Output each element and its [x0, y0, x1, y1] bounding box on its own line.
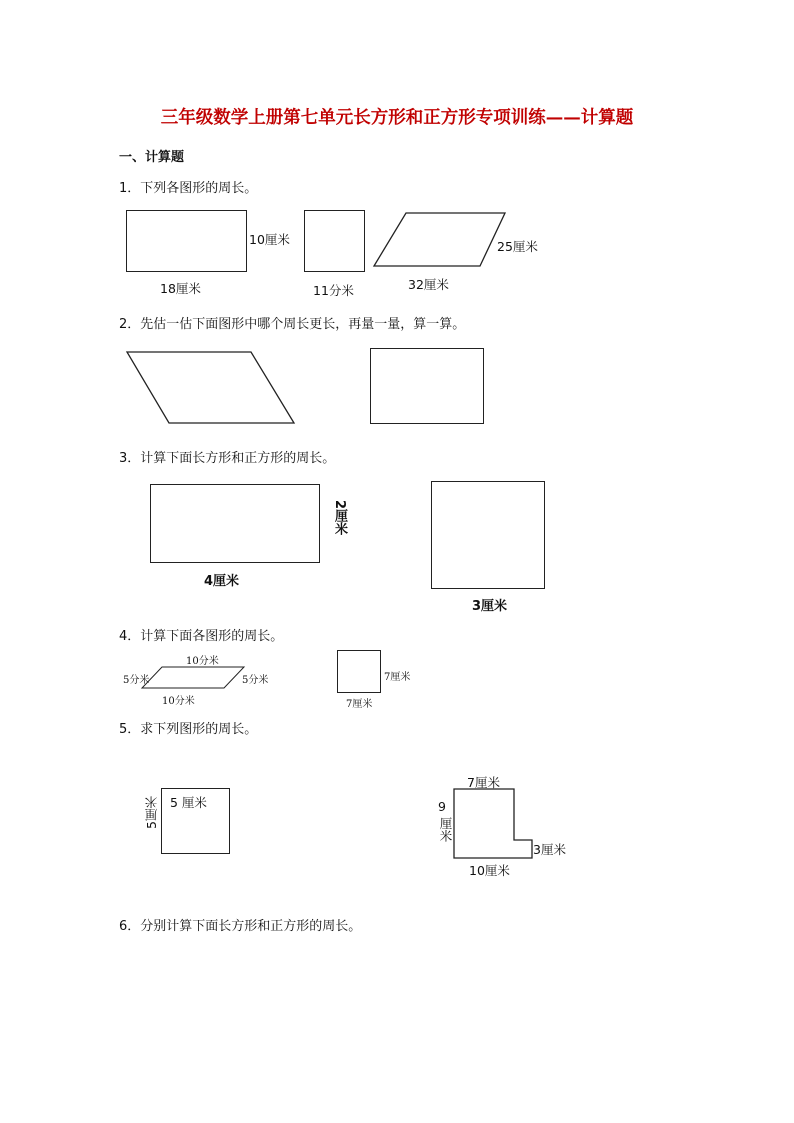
- q4-para-left-label: 5分米: [123, 675, 150, 686]
- question-3-text: 3．计算下面长方形和正方形的周长。: [119, 451, 336, 466]
- q3-rect-height-label: 2厘米: [332, 500, 347, 536]
- question-2-text: 2．先估一估下面图形中哪个周长更长，再量一量，算一算。: [119, 317, 466, 332]
- q1-para-base-label: 32厘米: [408, 277, 449, 292]
- q2-rectangle: [370, 348, 484, 424]
- q5-l-notch-label: 3厘米: [533, 842, 566, 857]
- q4-para-right-label: 5分米: [242, 675, 269, 686]
- q5-l-shape: [450, 786, 540, 862]
- q3-rectangle: [150, 484, 320, 563]
- question-5-text: 5．求下列图形的周长。: [119, 722, 258, 737]
- q4-square-bottom-label: 7厘米: [346, 699, 373, 710]
- q5-square-inner-label: 5 厘米: [170, 795, 207, 810]
- q1-parallelogram: [370, 208, 510, 270]
- q4-square: [337, 650, 381, 693]
- q2-parallelogram: [124, 350, 299, 426]
- q5-l-top-label: 7厘米: [467, 775, 500, 790]
- q1-square: [304, 210, 365, 272]
- q1-para-side-label: 25厘米: [497, 239, 538, 254]
- section-heading: 一、计算题: [119, 150, 185, 165]
- q4-para-bottom-label: 10分米: [162, 696, 195, 707]
- q3-square-side-label: 3厘米: [472, 599, 508, 614]
- q4-para-top-label: 10分米: [186, 656, 219, 667]
- q5-l-bottom-label: 10厘米: [469, 863, 510, 878]
- question-4-text: 4．计算下面各图形的周长。: [119, 629, 284, 644]
- q1-rectangle: [126, 210, 247, 272]
- q3-square: [431, 481, 545, 589]
- q4-square-right-label: 7厘米: [384, 672, 411, 683]
- question-1-text: 1．下列各图形的周长。: [119, 181, 258, 196]
- page-title: 三年级数学上册第七单元长方形和正方形专项训练——计算题: [160, 108, 634, 128]
- q1-square-side-label: 11分米: [313, 283, 354, 298]
- q1-rect-width-label: 18厘米: [160, 281, 201, 296]
- q5-l-left-unit: 厘米: [438, 817, 453, 842]
- q5-square-side-label: 5厘米: [144, 796, 159, 829]
- q3-rect-width-label: 4厘米: [204, 574, 240, 589]
- q5-l-left-number: 9: [438, 799, 446, 814]
- question-6-text: 6．分别计算下面长方形和正方形的周长。: [119, 919, 362, 934]
- q4-parallelogram: [140, 664, 250, 692]
- q1-rect-height-label: 10厘米: [249, 232, 290, 247]
